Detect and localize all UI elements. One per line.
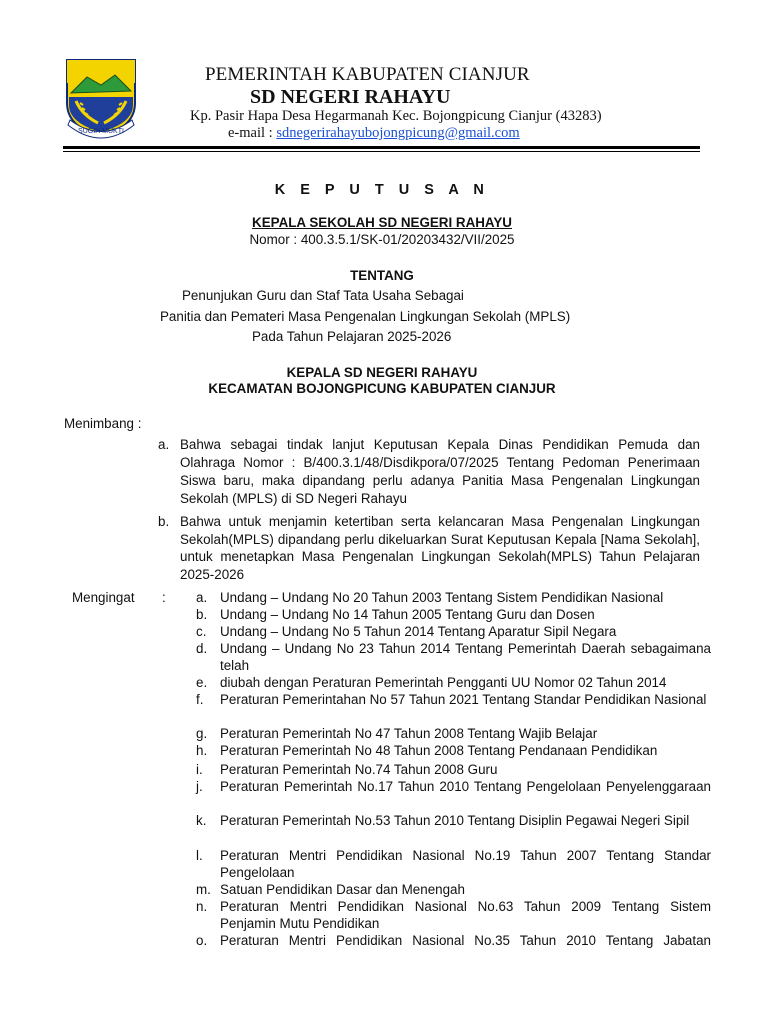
decree-number: Nomor : 400.3.5.1/SK-01/20203432/VII/2025 (249, 232, 515, 247)
law-item-text: Peraturan Pemerintahan No 57 Tahun 2021 Tentang Standar Pendidikan Nasional (220, 692, 707, 707)
email-link[interactable]: sdnegerirahayubojongpicung@gmail.com (276, 125, 520, 141)
school-name: SD NEGERI RAHAYU (250, 86, 451, 108)
considering-item-letter: a. (158, 437, 170, 452)
subject-line: Penunjukan Guru dan Staf Tata Usaha Sebagai (182, 288, 464, 303)
law-item-text: Undang – Undang No 14 Tahun 2005 Tentang Guru dan Dosen (220, 607, 595, 622)
law-item-letter: o. (196, 933, 208, 948)
law-item-text: Peraturan Pemerintah No 47 Tahun 2008 Tentang Wajib Belajar (220, 726, 598, 741)
considering-label: Menimbang : (64, 416, 142, 431)
issuer-heading: KEPALA SEKOLAH SD NEGERI RAHAYU (252, 215, 512, 230)
subject-line: Panitia dan Pemateri Masa Pengenalan Lingkungan Sekolah (MPLS) (160, 309, 571, 324)
email-label: e-mail : (228, 125, 277, 141)
law-item-text: Peraturan Pemerintah No.53 Tahun 2010 Tentang Disiplin Pegawai Negeri Sipil (220, 813, 690, 828)
remembering-label: Mengingat (72, 590, 135, 605)
authority-heading: KECAMATAN BOJONGPICUNG KABUPATEN CIANJUR (208, 381, 556, 396)
law-item-text: Peraturan Mentri Pendidikan Nasional No.35 Tahun 2010 Tentang Jabatan (220, 933, 711, 948)
remembering-colon: : (162, 590, 166, 605)
law-item-text: Peraturan Pemerintah No 48 Tahun 2008 Tentang Pendanaan Pendidikan (220, 743, 658, 758)
law-item-letter: f. (196, 692, 204, 707)
law-item-text: diubah dengan Peraturan Pemerintah Pengganti UU Nomor 02 Tahun 2014 (220, 675, 667, 690)
law-item-text: Undang – Undang No 20 Tahun 2003 Tentang Sistem Pendidikan Nasional (220, 590, 664, 605)
logo-motto: SUGIH MUKTI (78, 128, 124, 135)
considering-item-text: Bahwa untuk menjamin ketertiban serta kelancaran Masa Pengenalan Lingkungan Sekolah(MPLS) dipandang perlu dikeluarkan Surat Keputusan Kepala [Nama Sekolah], untuk menetapkan Masa Pengenalan Lingkungan Sekolah(MPLS) Tahun Pelajaran 2025-2026 (180, 514, 700, 583)
authority-heading: KEPALA SD NEGERI RAHAYU (286, 365, 478, 380)
law-item-text: Satuan Pendidikan Dasar dan Menengah (220, 882, 465, 897)
law-item-text: Peraturan Pemerintah No.74 Tahun 2008 Guru (220, 762, 498, 777)
law-item-letter: b. (196, 607, 208, 622)
regency-crest-logo (62, 57, 140, 143)
law-item-letter: h. (196, 743, 208, 758)
law-item-letter: c. (196, 624, 207, 639)
letterhead-rule-thick (63, 146, 700, 149)
law-item-letter: a. (196, 590, 208, 605)
law-item-text: Undang – Undang No 23 Tahun 2014 Tentang Pemerintah Daerah sebagaimana telah (220, 641, 711, 673)
document-title: K E P U T U S A N (274, 182, 490, 198)
law-item-text: Undang – Undang No 5 Tahun 2014 Tentang Aparatur Sipil Negara (220, 624, 617, 639)
considering-item-text: Bahwa sebagai tindak lanjut Keputusan Kepala Dinas Pendidikan Pemuda dan Olahraga Nomor : B/400.3.1/48/Disdikpora/07/2025 Tentang Pedoman Penerimaan Siswa baru, maka dipandang perlu adanya Panitia Masa Pengenalan Lingkungan Sekolah (MPLS) di SD Negeri Rahayu (180, 437, 700, 506)
law-item-letter: k. (196, 813, 207, 828)
law-item-letter: n. (196, 899, 208, 914)
email-row (228, 125, 520, 142)
law-item-text: Peraturan Pemerintah No.17 Tahun 2010 Tentang Pengelolaan Penyelenggaraan (220, 779, 711, 794)
subject-line: Pada Tahun Pelajaran 2025-2026 (252, 329, 452, 344)
about-heading: TENTANG (350, 268, 414, 283)
law-item-letter: e. (196, 675, 208, 690)
considering-item-letter: b. (158, 514, 170, 529)
law-item-letter: d. (196, 641, 208, 656)
letterhead-rule-thin (63, 151, 700, 152)
law-item-letter: g. (196, 726, 208, 741)
law-item-text: Peraturan Mentri Pendidikan Nasional No.19 Tahun 2007 Tentang Standar Pengelolaan (220, 848, 711, 880)
law-item-letter: j. (196, 779, 203, 794)
government-name: PEMERINTAH KABUPATEN CIANJUR (205, 64, 530, 85)
school-address: Kp. Pasir Hapa Desa Hegarmanah Kec. Bojongpicung Cianjur (43283) (190, 108, 602, 124)
law-item-letter: m. (196, 882, 211, 897)
law-item-text: Peraturan Mentri Pendidikan Nasional No.63 Tahun 2009 Tentang Sistem Penjamin Mutu Pendidikan (220, 899, 711, 931)
law-item-letter: i. (196, 762, 203, 777)
law-item-letter: l. (196, 848, 203, 863)
